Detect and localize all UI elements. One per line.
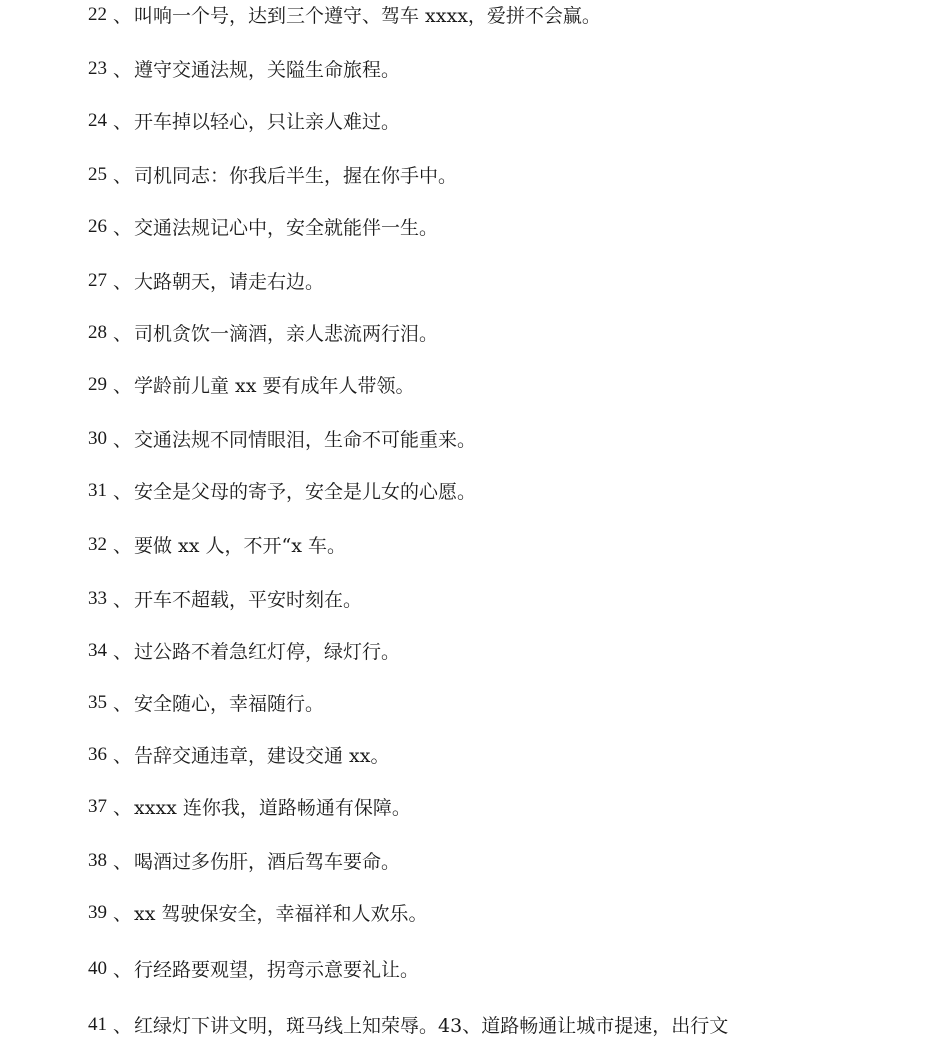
list-item — [88, 212, 868, 242]
item-separator: 、 — [113, 535, 133, 557]
list-item — [88, 424, 868, 454]
item-separator: 、 — [113, 903, 133, 925]
list-item — [88, 54, 868, 84]
item-separator: 、 — [113, 323, 133, 345]
item-number: 35 — [88, 692, 107, 713]
item-separator: 、 — [113, 745, 133, 767]
list-item — [88, 636, 868, 666]
list-item — [88, 0, 868, 30]
item-number: 33 — [88, 588, 107, 609]
item-number: 29 — [88, 374, 107, 395]
item-text: 司机同志：你我后半生，握在你手中。 — [134, 165, 458, 187]
item-separator: 、 — [113, 59, 133, 81]
list-item — [88, 370, 868, 400]
item-text: 过公路不着急红灯停，绿灯行。 — [134, 641, 401, 663]
list-item — [88, 160, 868, 190]
item-separator: 、 — [113, 851, 133, 873]
item-text: 大路朝天，请走右边。 — [134, 271, 325, 293]
item-separator: 、 — [113, 481, 133, 503]
item-text: 交通法规不同情眼泪，生命不可能重来。 — [134, 429, 477, 451]
item-text: 叫响一个号，达到三个遵守、驾车 xxxx，爱拼不会赢。 — [134, 5, 601, 27]
item-number: 38 — [88, 850, 107, 871]
list-item — [88, 584, 868, 614]
list-item — [88, 898, 868, 928]
item-number: 34 — [88, 640, 107, 661]
item-text: 交通法规记心中，安全就能伴一生。 — [134, 217, 439, 239]
item-separator: 、 — [113, 1015, 133, 1037]
item-separator: 、 — [113, 429, 133, 451]
list-item — [88, 530, 868, 560]
item-text: 红绿灯下讲文明，斑马线上知荣辱。43、道路畅通让城市提速，出行文 — [134, 1015, 729, 1037]
item-number: 25 — [88, 164, 107, 185]
list-item — [88, 954, 868, 984]
item-separator: 、 — [113, 111, 133, 133]
item-number: 24 — [88, 110, 107, 131]
list-item — [88, 792, 868, 822]
list-item — [88, 1010, 868, 1040]
item-number: 40 — [88, 958, 107, 979]
item-number: 36 — [88, 744, 107, 765]
item-number: 32 — [88, 534, 107, 555]
list-item — [88, 476, 868, 506]
item-separator: 、 — [113, 589, 133, 611]
item-separator: 、 — [113, 797, 133, 819]
item-text: 司机贪饮一滴酒，亲人悲流两行泪。 — [134, 323, 439, 345]
item-text: 开车不超载，平安时刻在。 — [134, 589, 363, 611]
item-text: 告辞交通违章，建设交通 xx。 — [134, 745, 390, 767]
item-separator: 、 — [113, 271, 133, 293]
item-number: 39 — [88, 902, 107, 923]
item-number: 26 — [88, 216, 107, 237]
item-text: 学龄前儿童 xx 要有成年人带领。 — [134, 375, 415, 397]
item-number: 23 — [88, 58, 107, 79]
item-text: 开车掉以轻心，只让亲人难过。 — [134, 111, 401, 133]
item-text: 安全随心，幸福随行。 — [134, 693, 325, 715]
item-text: 要做 xx 人，不开“x 车。 — [134, 535, 346, 557]
item-number: 30 — [88, 428, 107, 449]
item-number: 22 — [88, 4, 107, 25]
item-number: 41 — [88, 1014, 107, 1035]
list-item — [88, 266, 868, 296]
list-item — [88, 106, 868, 136]
list-item — [88, 688, 868, 718]
item-separator: 、 — [113, 165, 133, 187]
item-text: 行经路要观望，拐弯示意要礼让。 — [134, 959, 420, 981]
list-item — [88, 740, 868, 770]
list-item — [88, 846, 868, 876]
item-separator: 、 — [113, 217, 133, 239]
item-text: 安全是父母的寄予，安全是儿女的心愿。 — [134, 481, 477, 503]
item-text: 喝酒过多伤肝，酒后驾车要命。 — [134, 851, 401, 873]
item-separator: 、 — [113, 5, 133, 27]
item-separator: 、 — [113, 641, 133, 663]
item-number: 37 — [88, 796, 107, 817]
item-number: 27 — [88, 270, 107, 291]
list-item — [88, 318, 868, 348]
item-separator: 、 — [113, 375, 133, 397]
item-number: 31 — [88, 480, 107, 501]
item-separator: 、 — [113, 693, 133, 715]
item-separator: 、 — [113, 959, 133, 981]
item-text: 遵守交通法规，关隘生命旅程。 — [134, 59, 401, 81]
item-text: xx 驾驶保安全，幸福祥和人欢乐。 — [134, 903, 428, 925]
item-number: 28 — [88, 322, 107, 343]
item-text: xxxx 连你我，道路畅通有保障。 — [134, 797, 411, 819]
